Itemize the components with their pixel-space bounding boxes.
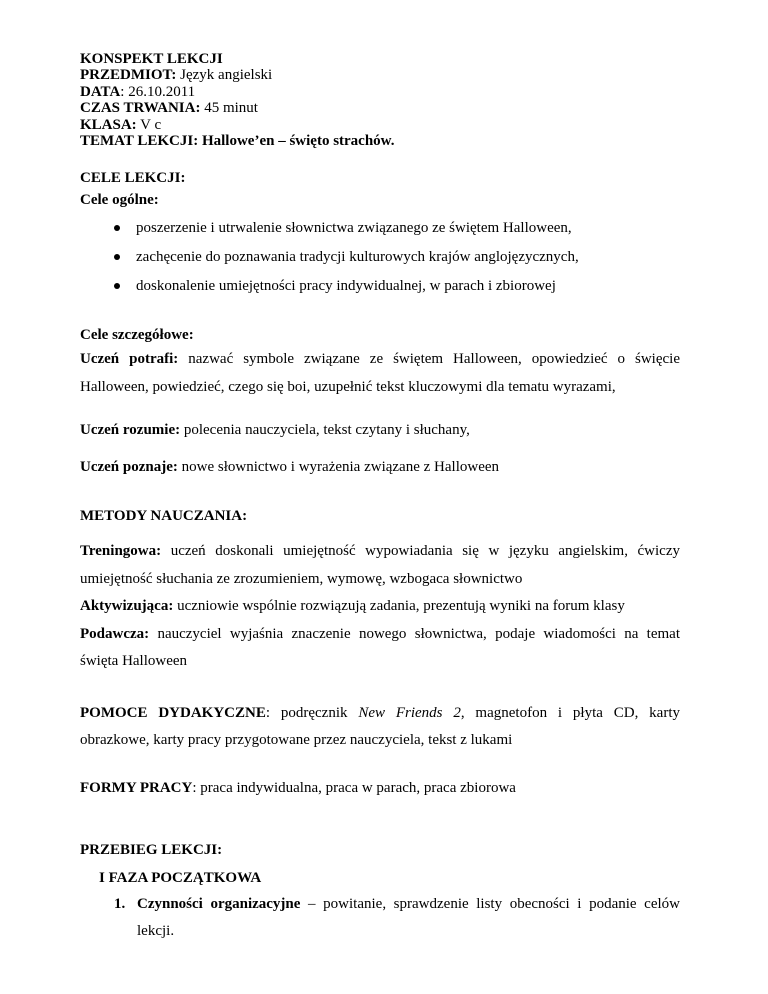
subject-line: [80, 67, 680, 83]
aids-paragraph: [80, 700, 680, 755]
forms-paragraph: [80, 777, 680, 799]
expository-paragraph: [80, 621, 680, 676]
forms-label: FORMY PRACY: [80, 779, 193, 796]
class-value: V c: [136, 116, 162, 133]
aids-label: POMOCE DYDAKYCZNE: [80, 704, 266, 721]
step-text: – powitanie, sprawdzenie listy obecności i podanie celów lekcji.: [137, 895, 680, 940]
bullet-icon: [114, 254, 120, 260]
activating-label: Aktywizująca:: [80, 598, 174, 615]
book-title: New Friends 2: [358, 704, 461, 721]
list-item: doskonalenie umiejętności pracy indywidualnej, w parach i zbiorowej: [80, 275, 680, 304]
document-header: [80, 51, 680, 149]
duration-label: CZAS TRWANIA:: [80, 100, 201, 117]
forms-text: : praca indywidualna, praca w parach, praca zbiorowa: [192, 779, 516, 796]
understands-text: polecenia nauczyciela, tekst czytany i słuchany,: [180, 422, 470, 439]
topic-line: [80, 133, 680, 149]
class-line: [80, 117, 680, 133]
duration-line: [80, 100, 680, 116]
document-page: [80, 51, 680, 946]
class-label: KLASA:: [80, 116, 137, 133]
step-item: [80, 891, 680, 946]
course-heading: PRZEBIEG LEKCJI:: [80, 841, 223, 858]
methods-heading: METODY NAUCZANIA:: [80, 508, 248, 525]
activating-paragraph: [80, 593, 680, 621]
bullet-icon: [114, 225, 120, 231]
learns-text: nowe słownictwo i wyrażenia związane z Halloween: [177, 459, 500, 476]
step-label: Czynności organizacyjne: [137, 895, 301, 912]
date-value: : 26.10.2011: [120, 83, 196, 100]
expository-label: Podawcza:: [80, 625, 150, 642]
specific-goals-heading: Cele szczegółowe:: [80, 327, 194, 344]
activating-text: uczniowie wspólnie rozwiązują zadania, prezentują wyniki na forum klasy: [173, 598, 625, 615]
list-item: poszerzenie i utrwalenie słownictwa związanego ze świętem Halloween,: [80, 217, 680, 246]
goals-heading: CELE LEKCJI:: [80, 170, 186, 187]
expository-text: nauczyciel wyjaśnia znaczenie nowego słownictwa, podaje wiadomości na temat święta Halloween: [80, 625, 680, 670]
bullet-icon: [114, 283, 120, 289]
learns-paragraph: [80, 456, 680, 478]
can-paragraph: [80, 346, 680, 401]
phase-heading: I FAZA POCZĄTKOWA: [99, 869, 262, 886]
topic-label: TEMAT LEKCJI:: [80, 133, 199, 150]
can-text: nazwać symbole związane ze świętem Halloween, opowiedzieć o święcie Halloween, powiedzieć, czego się boi, uzupełnić tekst kluczowymi dla tematu wyrazami,: [80, 351, 680, 395]
understands-label: Uczeń rozumie:: [80, 422, 181, 439]
document-title: KONSPEKT LEKCJI: [80, 51, 223, 67]
list-item: zachęcenie do poznawania tradycji kulturowych krajów anglojęzycznych,: [80, 246, 680, 275]
training-label: Treningowa:: [80, 543, 162, 560]
date-line: [80, 84, 680, 100]
learns-label: Uczeń poznaje:: [80, 459, 178, 476]
date-label: DATA: [80, 83, 121, 100]
general-goals-list: [80, 217, 680, 304]
can-label: Uczeń potrafi:: [80, 351, 179, 368]
general-goals-heading: Cele ogólne:: [80, 192, 159, 209]
aids-text-after: , magnetofon i płyta CD, karty obrazkowe, karty pracy przygotowane przez nauczyciela, tekst z lukami: [80, 704, 680, 749]
aids-text-before: : podręcznik: [265, 704, 359, 721]
training-paragraph: [80, 538, 680, 593]
training-text: uczeń doskonali umiejętność wypowiadania się w języku angielskim, ćwiczy umiejętność słuchania ze zrozumieniem, wymowę, wzbogaca słownictwo: [80, 543, 680, 587]
subject-label: PRZEDMIOT:: [80, 67, 177, 84]
subject-value: Język angielski: [176, 67, 273, 84]
duration-value: 45 minut: [200, 100, 258, 117]
understands-paragraph: [80, 419, 680, 441]
step-number: 1.: [114, 895, 126, 912]
topic-value: Hallowe’en – święto strachów.: [198, 133, 395, 150]
